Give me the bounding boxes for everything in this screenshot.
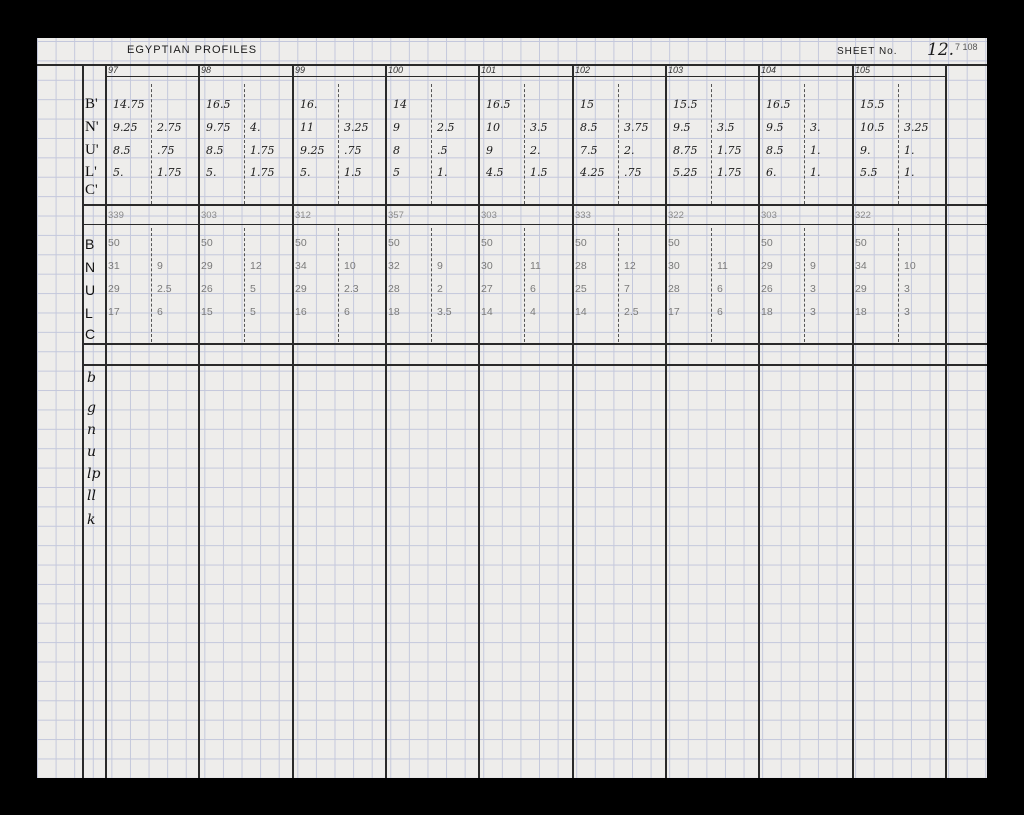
cell-value: 5.25 (673, 166, 698, 179)
subcolumn-divider (804, 84, 805, 204)
cell-value: 2.5 (157, 283, 172, 295)
cell-value: 9 (393, 121, 400, 134)
subcolumn-divider (524, 228, 525, 342)
cell-value: 3 (810, 306, 816, 318)
cell-value: 8 (393, 144, 400, 157)
cell-value: 9.5 (766, 121, 784, 134)
cell-value: 15.5 (860, 98, 885, 111)
column-rule (665, 64, 667, 778)
cell-value: 2. (624, 144, 635, 157)
cell-value: 17 (108, 306, 120, 318)
cell-value: 9.25 (300, 144, 325, 157)
cell-value: 29 (761, 260, 773, 272)
cell-value: 31 (108, 260, 120, 272)
column-number: 102 (575, 65, 591, 75)
cell-value: 15 (580, 98, 594, 111)
cell-value: 50 (295, 237, 307, 249)
column-number: 97 (108, 65, 119, 75)
cell-value: 2.75 (157, 121, 182, 134)
cell-value: 6 (717, 306, 723, 318)
cell-value: 2. (530, 144, 541, 157)
sheet-number-label: SHEET No. (837, 46, 898, 57)
cell-value: 10 (486, 121, 500, 134)
row-label: g (87, 400, 96, 416)
cell-value: 1. (437, 166, 448, 179)
cell-value: 3.25 (344, 121, 369, 134)
cell-value: .75 (157, 144, 175, 157)
row-label: n (87, 422, 97, 438)
column-rule (572, 64, 574, 778)
section-rule-3 (82, 343, 987, 345)
subcolumn-divider (244, 84, 245, 204)
section-rule-4 (82, 364, 987, 366)
cell-value: 3.5 (717, 121, 735, 134)
cell-value: 50 (668, 237, 680, 249)
column-rule (105, 64, 107, 778)
cell-value: 8.5 (206, 144, 224, 157)
cell-value: 25 (575, 283, 587, 295)
cell-value: 5. (300, 166, 311, 179)
cell-value: 1.5 (530, 166, 548, 179)
cell-value: 26 (761, 283, 773, 295)
total-value: 339 (108, 210, 124, 221)
cell-value: 9.75 (206, 121, 231, 134)
subcolumn-divider (338, 84, 339, 204)
cell-value: 14.75 (113, 98, 145, 111)
cell-value: 30 (668, 260, 680, 272)
total-value: 303 (481, 210, 497, 221)
cell-value: 1.5 (344, 166, 362, 179)
subcolumn-divider (338, 228, 339, 342)
cell-value: 18 (388, 306, 400, 318)
cell-value: 10 (904, 260, 916, 272)
sheet-sub-number: 7 108 (955, 42, 978, 52)
cell-value: 3.75 (624, 121, 649, 134)
cell-value: 16.5 (206, 98, 231, 111)
cell-value: 50 (575, 237, 587, 249)
cell-value: 9.5 (673, 121, 691, 134)
row-label: ll (87, 488, 96, 504)
cell-value: 4.25 (580, 166, 605, 179)
column-rule (852, 64, 854, 778)
cell-value: 1.75 (717, 166, 742, 179)
total-value: 357 (388, 210, 404, 221)
section-rule-1 (82, 204, 987, 206)
cell-value: 2.3 (344, 283, 359, 295)
row-label: k (87, 512, 96, 528)
cell-value: 15 (201, 306, 213, 318)
cell-value: 9 (437, 260, 443, 272)
cell-value: 8.5 (113, 144, 131, 157)
cell-value: 18 (761, 306, 773, 318)
cell-value: 9 (157, 260, 163, 272)
cell-value: 2.5 (437, 121, 455, 134)
subcolumn-divider (151, 84, 152, 204)
cell-value: 50 (388, 237, 400, 249)
column-rule (292, 64, 294, 778)
subcolumn-divider (711, 84, 712, 204)
subcolumn-divider (244, 228, 245, 342)
cell-value: 2 (437, 283, 443, 295)
cell-value: 16.5 (766, 98, 791, 111)
row-label: N' (85, 119, 99, 135)
subcolumn-divider (524, 84, 525, 204)
cell-value: 10 (344, 260, 356, 272)
cell-value: 7.5 (580, 144, 598, 157)
cell-value: 1.75 (250, 144, 275, 157)
column-rule (945, 64, 947, 778)
cell-value: 26 (201, 283, 213, 295)
cell-value: 18 (855, 306, 867, 318)
cell-value: 34 (295, 260, 307, 272)
subcolumn-divider (898, 228, 899, 342)
cell-value: 5. (113, 166, 124, 179)
cell-value: 3.5 (530, 121, 548, 134)
row-label: U' (85, 142, 99, 158)
cell-value: 8.75 (673, 144, 698, 157)
cell-value: 12 (624, 260, 636, 272)
column-number: 98 (201, 65, 212, 75)
row-label: U (85, 282, 96, 298)
row-label: B (85, 236, 95, 252)
cell-value: 3.5 (437, 306, 452, 318)
cell-value: 5. (206, 166, 217, 179)
cell-value: 29 (108, 283, 120, 295)
cell-value: 5.5 (860, 166, 878, 179)
cell-value: 8.5 (766, 144, 784, 157)
cell-value: 4 (530, 306, 536, 318)
cell-value: 3 (904, 306, 910, 318)
cell-value: 1. (904, 144, 915, 157)
cell-value: 14 (393, 98, 407, 111)
cell-value: 2.5 (624, 306, 639, 318)
cell-value: 6 (157, 306, 163, 318)
row-label: B' (85, 96, 98, 112)
cell-value: .5 (437, 144, 448, 157)
total-value: 333 (575, 210, 591, 221)
cell-value: 50 (855, 237, 867, 249)
cell-value: 9.25 (113, 121, 138, 134)
cell-value: 16. (300, 98, 318, 111)
row-label: b (87, 370, 96, 386)
row-label: N (85, 259, 96, 275)
cell-value: .75 (624, 166, 642, 179)
subcolumn-divider (618, 84, 619, 204)
cell-value: 28 (668, 283, 680, 295)
row-label: C' (85, 182, 98, 198)
subcolumn-divider (151, 228, 152, 342)
left-margin-rule (82, 64, 84, 778)
cell-value: 9 (486, 144, 493, 157)
cell-value: 50 (481, 237, 493, 249)
section-rule-2 (82, 224, 987, 225)
cell-value: 11 (300, 121, 314, 134)
column-rule (385, 64, 387, 778)
header-rule (37, 64, 987, 66)
cell-value: 28 (575, 260, 587, 272)
column-rule (198, 64, 200, 778)
record-sheet (37, 38, 987, 778)
cell-value: 4. (250, 121, 261, 134)
cell-value: 5 (250, 306, 256, 318)
column-number: 101 (481, 65, 497, 75)
row-label: L (85, 305, 93, 321)
cell-value: 1.75 (157, 166, 182, 179)
cell-value: 29 (295, 283, 307, 295)
cell-value: 10.5 (860, 121, 885, 134)
cell-value: 6. (766, 166, 777, 179)
subcolumn-divider (431, 84, 432, 204)
cell-value: 15.5 (673, 98, 698, 111)
cell-value: 1. (810, 166, 821, 179)
row-label: u (87, 444, 97, 460)
row-label: L' (85, 164, 97, 180)
column-rule (478, 64, 480, 778)
cell-value: 5 (393, 166, 400, 179)
subcolumn-divider (431, 228, 432, 342)
cell-value: 17 (668, 306, 680, 318)
total-value: 322 (855, 210, 871, 221)
cell-value: 34 (855, 260, 867, 272)
cell-value: 50 (761, 237, 773, 249)
cell-value: 8.5 (580, 121, 598, 134)
cell-value: 16 (295, 306, 307, 318)
cell-value: 50 (108, 237, 120, 249)
column-number-rule (105, 76, 947, 77)
cell-value: 3 (810, 283, 816, 295)
total-value: 322 (668, 210, 684, 221)
cell-value: 11 (530, 260, 541, 272)
cell-value: 9 (810, 260, 816, 272)
cell-value: 29 (855, 283, 867, 295)
cell-value: 11 (717, 260, 728, 272)
column-number: 105 (855, 65, 871, 75)
total-value: 303 (761, 210, 777, 221)
cell-value: 5 (250, 283, 256, 295)
column-number: 100 (388, 65, 404, 75)
column-rule (758, 64, 760, 778)
cell-value: 16.5 (486, 98, 511, 111)
total-value: 303 (201, 210, 217, 221)
cell-value: 7 (624, 283, 630, 295)
cell-value: 3 (904, 283, 910, 295)
cell-value: 1. (810, 144, 821, 157)
cell-value: 14 (575, 306, 587, 318)
cell-value: .75 (344, 144, 362, 157)
subcolumn-divider (804, 228, 805, 342)
column-number: 104 (761, 65, 777, 75)
subcolumn-divider (618, 228, 619, 342)
cell-value: 6 (717, 283, 723, 295)
row-label: C (85, 326, 96, 342)
cell-value: 3.25 (904, 121, 929, 134)
column-number: 99 (295, 65, 306, 75)
cell-value: 12 (250, 260, 262, 272)
cell-value: 6 (530, 283, 536, 295)
cell-value: 32 (388, 260, 400, 272)
cell-value: 3. (810, 121, 821, 134)
subcolumn-divider (898, 84, 899, 204)
column-number: 103 (668, 65, 684, 75)
cell-value: 1.75 (250, 166, 275, 179)
sheet-number: 12. (927, 40, 955, 60)
cell-value: 28 (388, 283, 400, 295)
cell-value: 29 (201, 260, 213, 272)
cell-value: 1.75 (717, 144, 742, 157)
subcolumn-divider (711, 228, 712, 342)
cell-value: 27 (481, 283, 493, 295)
cell-value: 50 (201, 237, 213, 249)
sheet-title: EGYPTIAN PROFILES (127, 44, 258, 56)
cell-value: 14 (481, 306, 493, 318)
cell-value: 6 (344, 306, 350, 318)
total-value: 312 (295, 210, 311, 221)
cell-value: 30 (481, 260, 493, 272)
row-label: lp (87, 466, 101, 482)
cell-value: 1. (904, 166, 915, 179)
cell-value: 4.5 (486, 166, 504, 179)
cell-value: 9. (860, 144, 871, 157)
